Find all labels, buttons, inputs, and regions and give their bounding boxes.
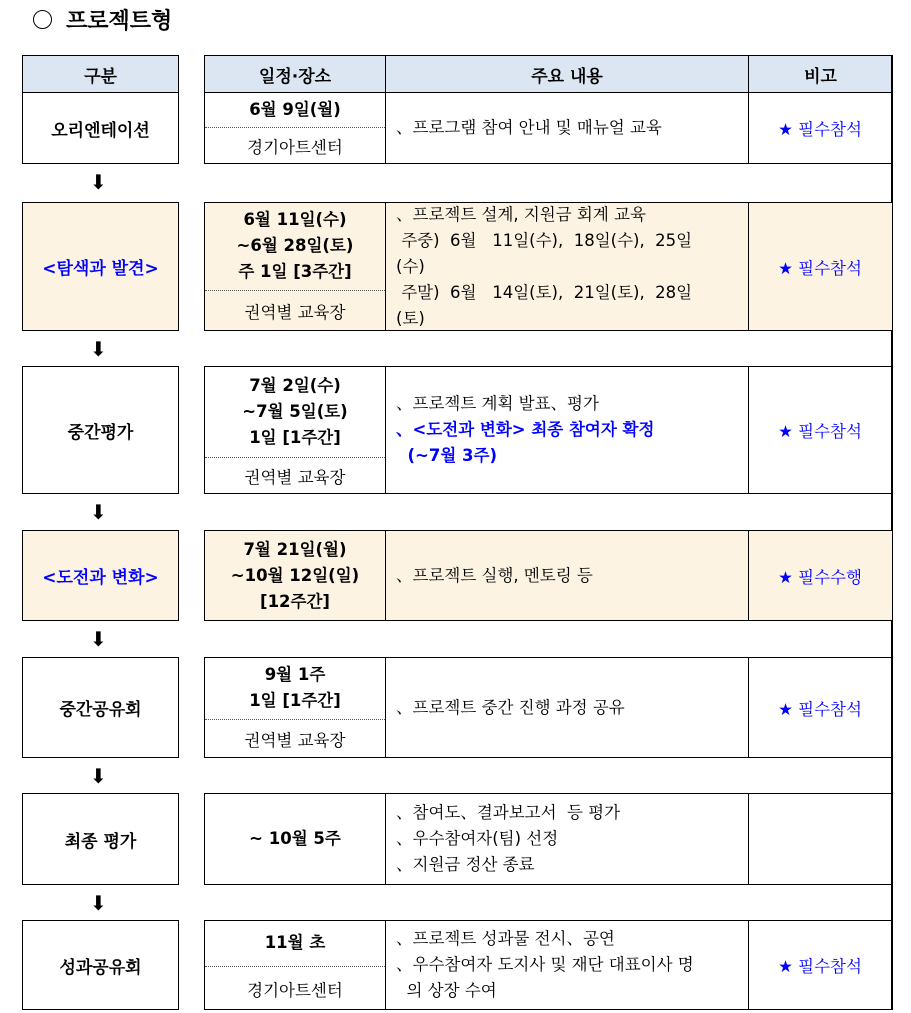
content-cell [386,920,748,1010]
content-line: 의 상장 수여 [396,981,497,1000]
date-line: 주 1일 [3주간] [238,262,352,281]
content-line: 、프로그램 참여 안내 및 매뉴얼 교육 [396,118,662,137]
date-line: 1일 [1주간] [249,427,341,447]
note-cell: ★ 필수참석 [778,699,862,719]
note-cell: ★ 필수참석 [778,957,862,976]
date-line: 11월 초 [264,933,326,952]
header-schedule: 일정·장소 [204,55,386,93]
content-line: 、<도전과 변화> 최종 참여자 확정 [396,420,655,439]
content-cell [386,366,748,494]
down-arrow-icon: ⬇ [90,627,107,651]
header-category: 구분 [22,55,179,93]
date-line: ~7월 5일(토) [242,401,348,421]
content-line: 주말) 6월 14일(토), 21일(토), 28일 [396,282,693,302]
date-line: ~6월 28일(토) [236,236,354,255]
down-arrow-icon: ⬇ [90,891,107,915]
date-line: 9월 1주 [264,665,326,684]
date-line: [12주간] [260,591,330,611]
venue-cell: 경기아트센터 [205,127,385,164]
venue-cell: 경기아트센터 [205,966,385,1010]
date-cell [205,657,385,719]
content-line: 、우수참여자 도지사 및 재단 대표이사 명 [396,955,694,974]
down-arrow-icon: ⬇ [90,337,107,361]
category-cell: 중간공유회 [22,657,179,758]
content-line: 주중) 6월 11일(수), 18일(수), 25일 [396,230,693,250]
category-cell: 성과공유회 [22,920,179,1010]
circle-bullet-icon [33,10,52,29]
content-line: 、참여도、결과보고서 등 평가 [396,803,621,822]
date-line: ~ 10월 5주 [249,829,341,848]
date-line: 6월 11일(수) [243,210,347,229]
category-cell: <탐색과 발견> [22,202,179,331]
section-title [33,4,172,35]
venue-cell: 권역별 교육장 [205,719,385,758]
date-cell [205,92,385,127]
down-arrow-icon: ⬇ [90,170,107,194]
down-arrow-icon: ⬇ [90,500,107,524]
content-line: (수) [396,256,425,276]
content-cell [386,793,748,885]
date-line: 7월 21일(월) [243,539,347,559]
date-line: 6월 9일(월) [249,99,341,119]
header-note: 비고 [748,55,893,93]
content-line: (~7월 3주) [396,446,497,465]
content-line: 、우수참여자(팀) 선정 [396,829,559,848]
section-title-text: 프로젝트형 [66,9,173,34]
date-cell [205,793,385,885]
content-line: 、지원금 정산 종료 [396,855,535,874]
down-arrow-icon: ⬇ [90,764,107,788]
content-line: 、프로젝트 실행, 멘토링 등 [396,565,593,585]
date-cell [205,202,385,290]
content-line: (토) [396,308,425,328]
content-line: 、프로젝트 중간 진행 과정 공유 [396,697,625,717]
category-cell: 오리엔테이션 [22,92,179,164]
content-cell [386,92,748,164]
header-content: 주요 내용 [385,55,749,93]
content-line: 、프로젝트 설계, 지원금 회계 교육 [396,204,646,224]
venue-cell: 권역별 교육장 [205,290,385,331]
content-line: 、프로젝트 성과물 전시、공연 [396,929,615,948]
date-cell [205,920,385,966]
category-cell: <도전과 변화> [22,530,179,621]
note-cell: ★ 필수참석 [778,258,862,278]
date-line: ~10월 12일(일) [230,565,360,585]
date-line: 7월 2일(수) [249,375,341,395]
content-cell [386,530,748,621]
date-line: 1일 [1주간] [249,691,341,710]
note-cell [749,793,891,885]
content-line: 、프로젝트 계획 발표、평가 [396,394,599,413]
content-cell [386,202,748,331]
content-cell [386,657,748,758]
date-cell [205,366,385,457]
venue-cell: 권역별 교육장 [205,457,385,494]
note-cell: ★ 필수참석 [778,120,862,139]
category-cell: 최종 평가 [22,793,179,885]
date-cell [205,530,385,621]
category-cell: 중간평가 [22,366,179,494]
note-cell: ★ 필수수행 [778,567,862,587]
note-cell: ★ 필수참석 [778,422,862,441]
